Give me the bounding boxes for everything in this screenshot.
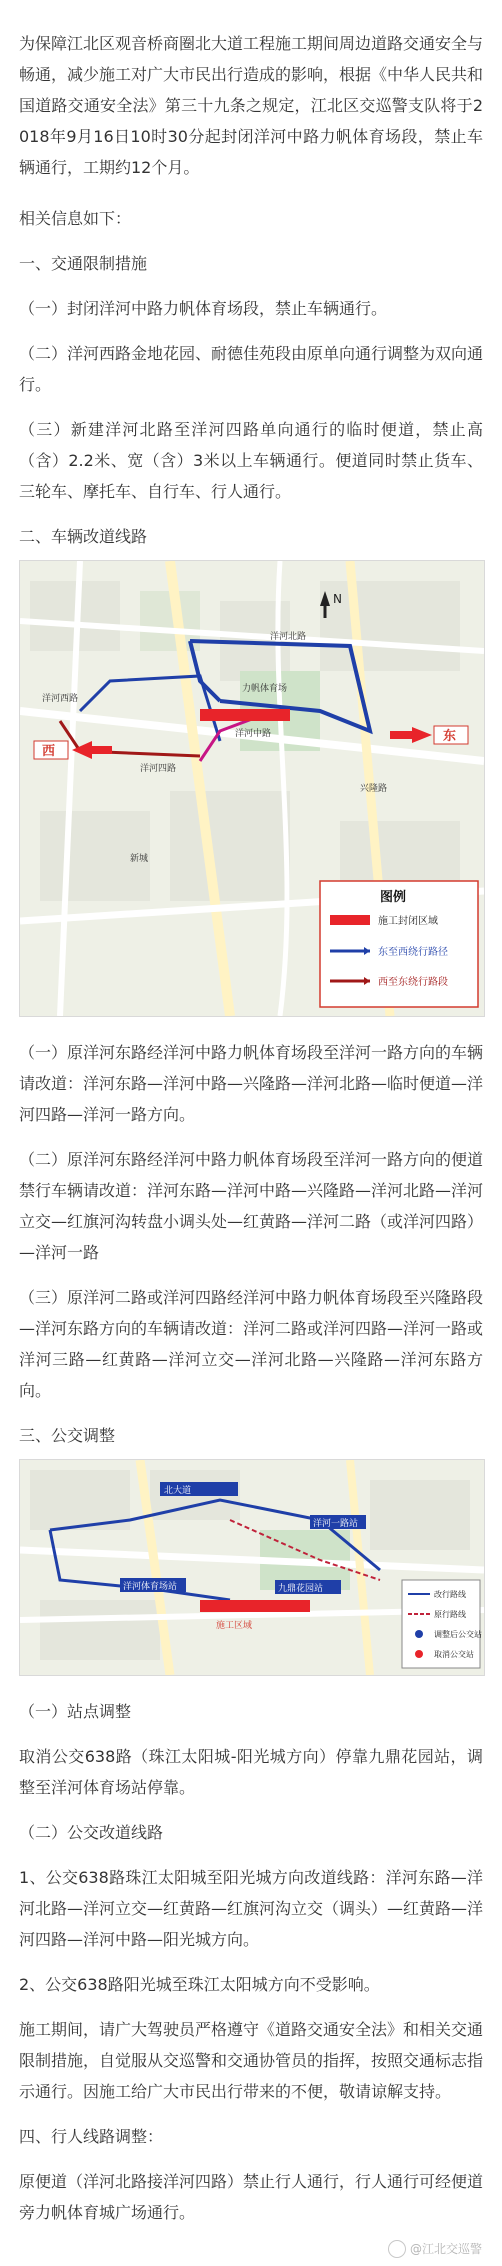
section-3-item-2: 取消公交638路（珠江太阳城-阳光城方向）停靠九鼎花园站，调整至洋河体育场站停靠。 xyxy=(19,1747,483,1797)
watermark xyxy=(388,2240,482,2259)
section-3-item-4: 1、公交638路珠江太阳城至阳光城方向改道线路：洋河东路—洋河北路—洋河立交—红黄路—红旗河沟立交（调头）—红黄路—洋河四路—洋河中路—阳光城方向。 xyxy=(19,1868,484,1949)
svg-text:调整后公交站: 调整后公交站 xyxy=(434,1630,482,1639)
svg-text:北大道: 北大道 xyxy=(164,1486,192,1496)
detour-map xyxy=(19,560,485,1017)
svg-text:西至东绕行路段: 西至东绕行路段 xyxy=(378,977,448,988)
svg-text:改行路线: 改行路线 xyxy=(434,1590,466,1599)
watermark-text: @江北交巡警 xyxy=(409,2241,482,2256)
svg-text:N: N xyxy=(333,592,342,606)
bus-map xyxy=(19,1459,485,1676)
section-3-item-6: 施工期间，请广大驾驶员严格遵守《道路交通安全法》和相关交通限制措施，自觉服从交巡警和交通协管员的指挥，按照交通标志指示通行。因施工给广大市民出行带来的不便，敬请谅解支持。 xyxy=(19,2020,484,2101)
svg-text:新城: 新城 xyxy=(130,854,149,864)
section-2-title: 二、车辆改道线路 xyxy=(19,527,148,546)
section-2-item-2: （二）原洋河东路经洋河中路力帆体育场段至洋河一路方向的便道禁行车辆请改道：洋河东路—洋河中路—兴隆路—洋河北路—洋河立交—红旗河沟转盘小调头处—红黄路—洋河二路（或洋河四路）—洋河一路 xyxy=(19,1150,484,1262)
svg-text:洋河体育场站: 洋河体育场站 xyxy=(123,1582,178,1592)
svg-text:原行路线: 原行路线 xyxy=(434,1610,466,1619)
svg-text:东: 东 xyxy=(443,729,457,744)
map-legend xyxy=(320,881,478,1007)
svg-text:西: 西 xyxy=(42,744,56,759)
section-3-title: 三、公交调整 xyxy=(19,1426,116,1445)
svg-text:取消公交站: 取消公交站 xyxy=(434,1650,474,1659)
section-3-item-1: （一）站点调整 xyxy=(19,1702,132,1721)
section-2-item-1: （一）原洋河东路经洋河中路力帆体育场段至洋河一路方向的车辆请改道：洋河东路—洋河中路—兴隆路—洋河北路—临时便道—洋河四路—洋河一路方向。 xyxy=(19,1043,484,1124)
section-1-title: 一、交通限制措施 xyxy=(19,254,148,273)
section-3-item-3: （二）公交改道线路 xyxy=(19,1823,164,1842)
svg-text:施工封闭区域: 施工封闭区域 xyxy=(378,916,438,927)
svg-text:洋河西路: 洋河西路 xyxy=(42,694,79,704)
section-4-item-1: 原便道（洋河北路接洋河四路）禁止行人通行，行人通行可经便道旁力帆体育城广场通行。 xyxy=(19,2172,484,2222)
svg-text:施工区域: 施工区域 xyxy=(216,1621,253,1631)
section-1-item-3: （三）新建洋河北路至洋河四路单向通行的临时便道，禁止高（含）2.2米、宽（含）3米以上车辆通行。便道同时禁止货车、三轮车、摩托车、自行车、行人通行。 xyxy=(19,420,483,501)
svg-text:力帆体育场: 力帆体育场 xyxy=(242,684,288,694)
section-1-item-1: （一）封闭洋河中路力帆体育场段，禁止车辆通行。 xyxy=(19,299,388,318)
svg-text:洋河北路: 洋河北路 xyxy=(270,632,307,642)
section-1-item-2: （二）洋河西路金地花园、耐德佳苑段由原单向通行调整为双向通行。 xyxy=(19,344,484,394)
svg-text:洋河一路站: 洋河一路站 xyxy=(313,1519,359,1529)
bus-map-legend xyxy=(402,1580,482,1668)
closure-zone xyxy=(200,709,290,721)
closure-zone-bus xyxy=(200,1600,310,1612)
section-2-item-3: （三）原洋河二路或洋河四路经洋河中路力帆体育场段至兴隆路段—洋河东路方向的车辆请改道：洋河二路或洋河四路—洋河一路或洋河三路—红黄路—洋河立交—洋河北路—兴隆路—洋河东路方向。 xyxy=(19,1288,484,1400)
weibo-logo-icon xyxy=(388,2240,406,2258)
section-3-item-5: 2、公交638路阳光城至珠江太阳城方向不受影响。 xyxy=(19,1975,380,1994)
svg-text:洋河中路: 洋河中路 xyxy=(235,729,272,739)
svg-text:九鼎花园站: 九鼎花园站 xyxy=(278,1584,324,1594)
info-heading: 相关信息如下： xyxy=(19,209,132,228)
svg-text:东至西绕行路径: 东至西绕行路径 xyxy=(378,947,448,958)
section-4-title: 四、行人线路调整： xyxy=(19,2127,164,2146)
svg-text:兴隆路: 兴隆路 xyxy=(360,784,388,794)
intro-paragraph: 为保障江北区观音桥商圈北大道工程施工期间周边道路交通安全与畅通，减少施工对广大市民出行造成的影响，根据《中华人民共和国道路交通安全法》第三十九条之规定，江北区交巡警支队将于2018年9月16日10时30分起封闭洋河中路力帆体育场段，禁止车辆通行，工期约12个月。 xyxy=(19,34,484,177)
svg-text:图例: 图例 xyxy=(380,890,407,905)
svg-text:洋河四路: 洋河四路 xyxy=(140,764,177,774)
